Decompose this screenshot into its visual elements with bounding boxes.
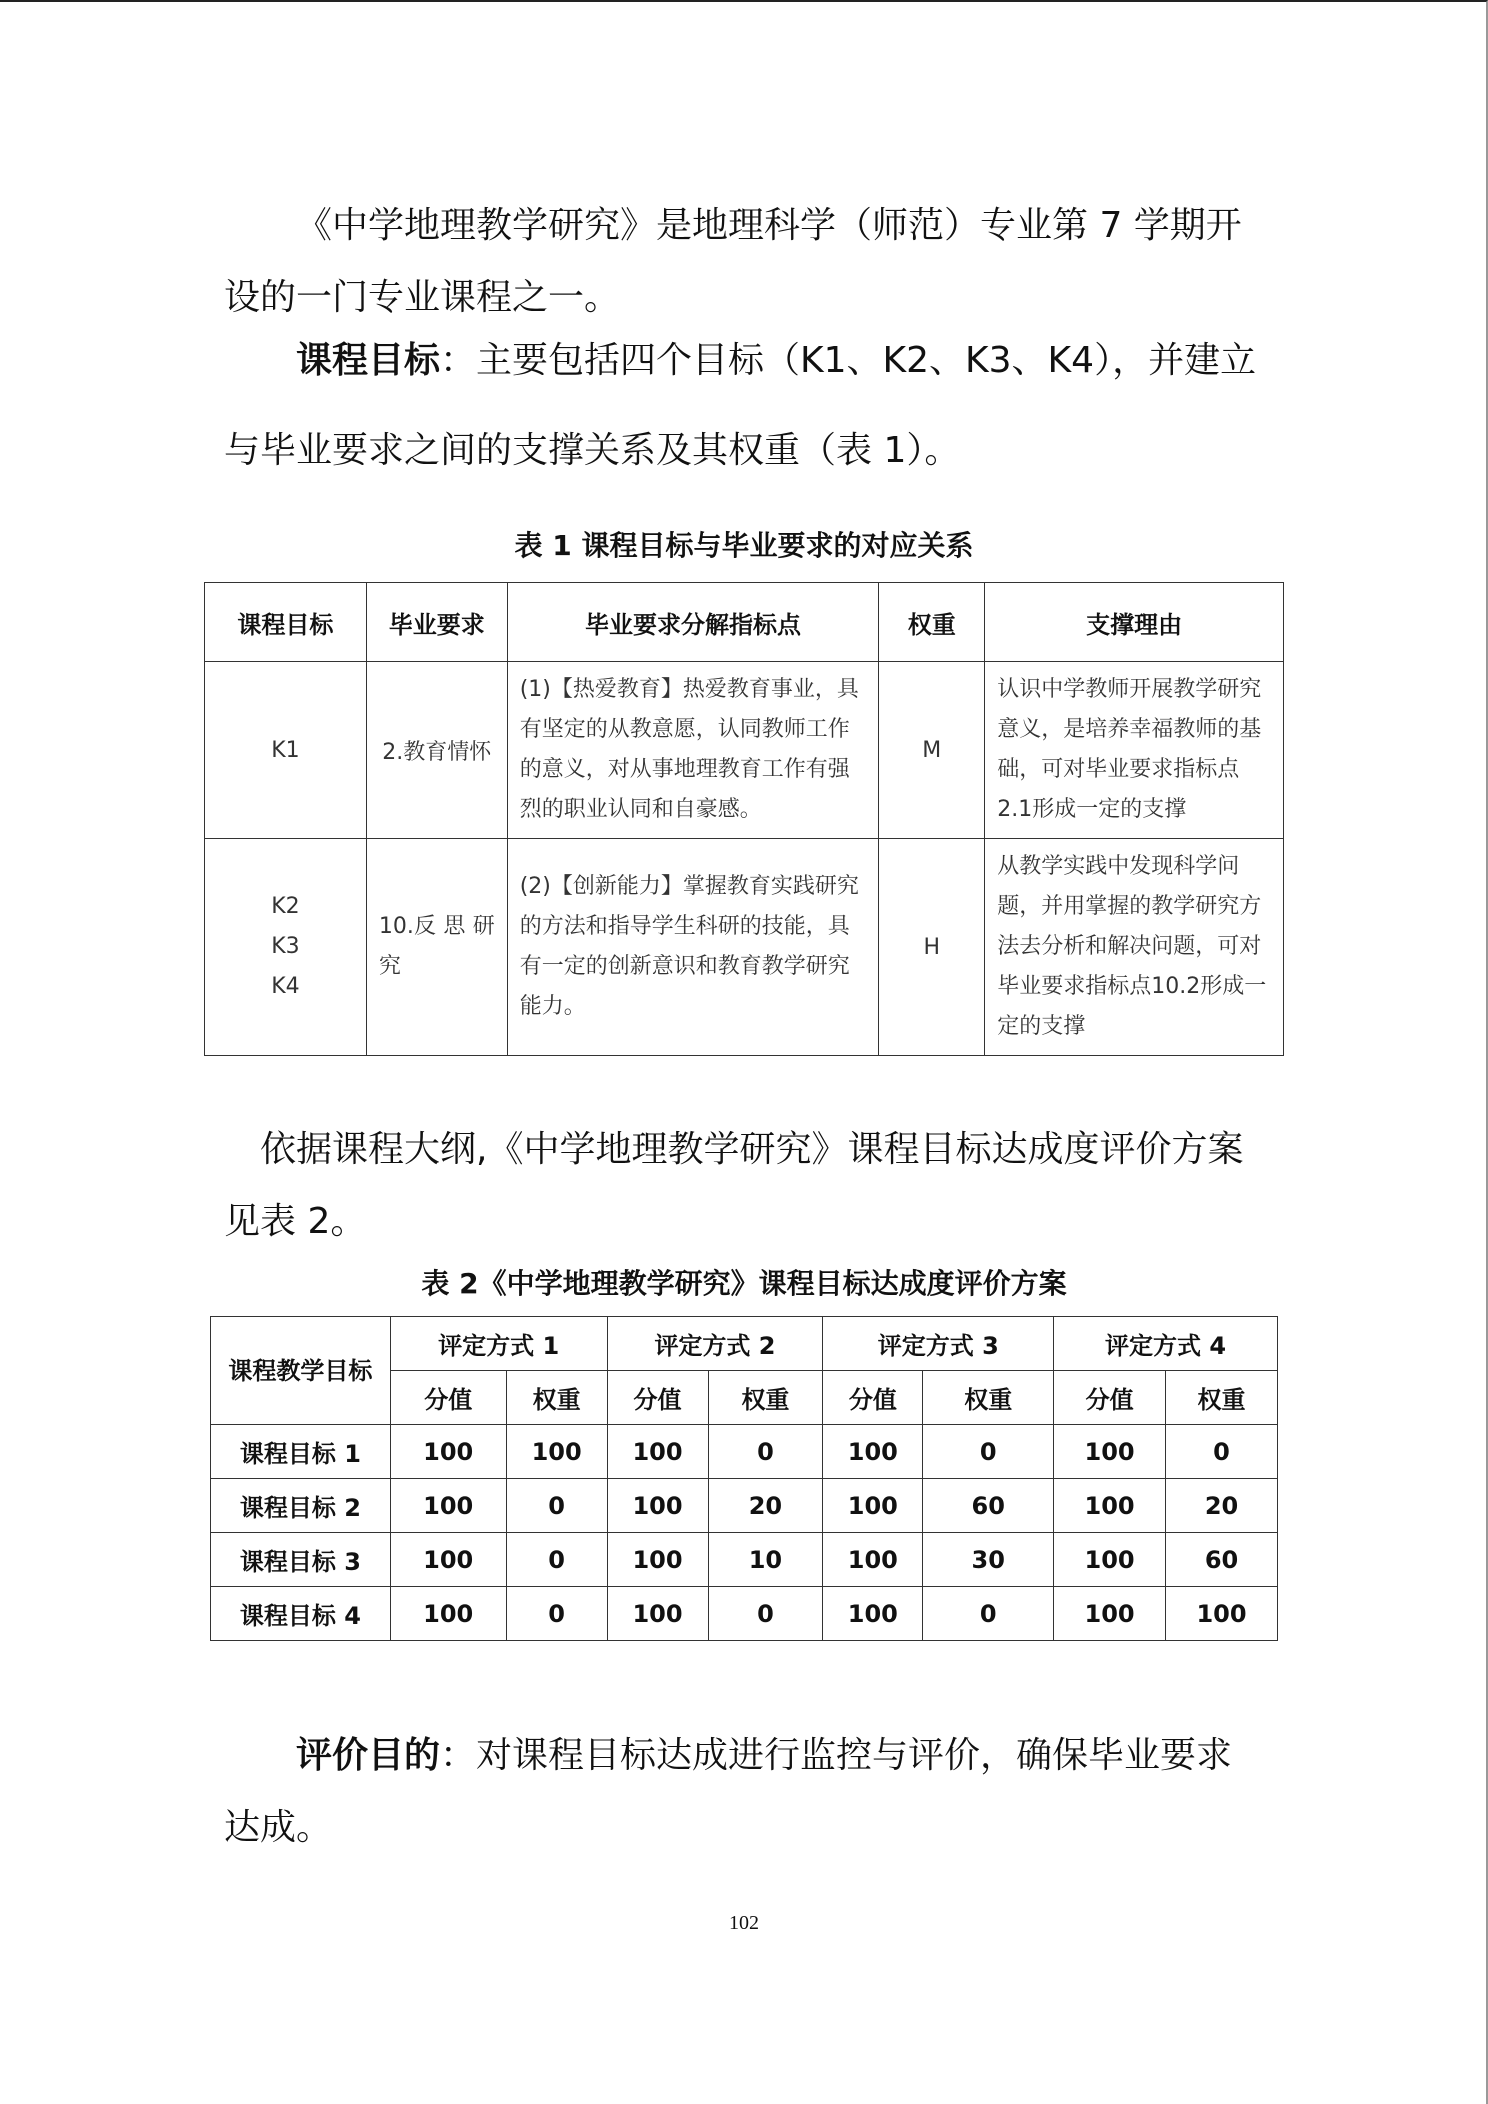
weight-cell: H (879, 839, 985, 1056)
goal-line: K2 (271, 894, 300, 919)
score-subheader: 分值 (390, 1371, 506, 1425)
value-cell: 100 (607, 1587, 708, 1641)
row-label: 课程目标 1 (211, 1425, 391, 1479)
goal-line: K4 (271, 974, 300, 999)
weight-subheader: 权重 (708, 1371, 823, 1425)
value-cell: 30 (923, 1533, 1054, 1587)
table-header-row (205, 583, 1284, 662)
method-header: 评定方式 2 (607, 1317, 823, 1371)
table-row (211, 1587, 1278, 1641)
purpose-text: ：对课程目标达成进行监控与评价，确保毕业要求达成。 (224, 1735, 1233, 1848)
table-row (205, 662, 1284, 839)
corner-header: 课程教学目标 (211, 1317, 391, 1425)
score-subheader: 分值 (607, 1371, 708, 1425)
reason-cell: 认识中学教师开展教学研究意义，是培养幸福教师的基础，可对毕业要求指标点2.1形成一定的支撑 (985, 662, 1284, 839)
method-header: 评定方式 4 (1054, 1317, 1278, 1371)
header-cell: 毕业要求分解指标点 (507, 583, 879, 662)
row-label: 课程目标 2 (211, 1479, 391, 1533)
header-cell: 权重 (879, 583, 985, 662)
weight-cell: M (879, 662, 985, 839)
goal-line: K3 (271, 934, 300, 959)
method-header: 评定方式 1 (390, 1317, 607, 1371)
table-row (211, 1425, 1278, 1479)
value-cell: 0 (506, 1533, 607, 1587)
goals-text: ：主要包括四个目标（K1、K2、K3、K4），并建立与毕业要求之间的支撑关系及其权重（表 1）。 (224, 340, 1257, 471)
value-cell: 100 (390, 1425, 506, 1479)
value-cell: 100 (1166, 1587, 1278, 1641)
indicator-cell: (1)【热爱教育】热爱教育事业，具有坚定的从教意愿，认同教师工作的意义，对从事地理教育工作有强烈的职业认同和自豪感。 (507, 662, 879, 839)
page-number: 102 (729, 1912, 759, 1934)
value-cell: 100 (823, 1533, 923, 1587)
intro-paragraph: 《中学地理教学研究》是地理科学（师范）专业第 7 学期开设的一门专业课程之一。 (224, 205, 1242, 318)
value-cell: 10 (708, 1533, 823, 1587)
evaluation-scheme-table (210, 1316, 1278, 1641)
weight-subheader: 权重 (1166, 1371, 1278, 1425)
value-cell: 100 (506, 1425, 607, 1479)
value-cell: 100 (823, 1479, 923, 1533)
value-cell: 100 (1054, 1425, 1166, 1479)
value-cell: 100 (390, 1533, 506, 1587)
goals-paragraph (224, 316, 1264, 496)
table-row (211, 1533, 1278, 1587)
weight-subheader: 权重 (506, 1371, 607, 1425)
value-cell: 0 (506, 1587, 607, 1641)
goal-cell: K1 (205, 662, 367, 839)
method-header: 评定方式 3 (823, 1317, 1054, 1371)
header-cell: 课程目标 (205, 583, 367, 662)
row-label: 课程目标 4 (211, 1587, 391, 1641)
value-cell: 100 (390, 1479, 506, 1533)
reason-cell: 从教学实践中发现科学问题，并用掌握的教学研究方法去分析和解决问题，可对毕业要求指标点10.2形成一定的支撑 (985, 839, 1284, 1056)
value-cell: 100 (607, 1425, 708, 1479)
basis-paragraph: 依据课程大纲,《中学地理教学研究》课程目标达成度评价方案见表 2。 (224, 1129, 1244, 1242)
score-subheader: 分值 (1054, 1371, 1166, 1425)
table2-caption: 表 2《中学地理教学研究》课程目标达成度评价方案 (421, 1267, 1067, 1300)
value-cell: 60 (923, 1479, 1054, 1533)
table-header-row (211, 1317, 1278, 1371)
weight-subheader: 权重 (923, 1371, 1054, 1425)
requirement-cell: 2.教育情怀 (366, 662, 507, 839)
value-cell: 0 (923, 1587, 1054, 1641)
purpose-paragraph (224, 1720, 1264, 1864)
value-cell: 100 (607, 1533, 708, 1587)
value-cell: 20 (1166, 1479, 1278, 1533)
requirement-cell: 10.反 思 研究 (366, 839, 507, 1056)
value-cell: 20 (708, 1479, 823, 1533)
value-cell: 100 (1054, 1533, 1166, 1587)
table-row (205, 839, 1284, 1056)
header-cell: 支撑理由 (985, 583, 1284, 662)
value-cell: 0 (708, 1425, 823, 1479)
goal-requirement-table (204, 582, 1284, 1056)
score-subheader: 分值 (823, 1371, 923, 1425)
table-row (211, 1479, 1278, 1533)
value-cell: 100 (823, 1587, 923, 1641)
goals-label: 课程目标 (296, 340, 441, 381)
value-cell: 60 (1166, 1533, 1278, 1587)
indicator-cell: (2)【创新能力】掌握教育实践研究的方法和指导学生科研的技能，具有一定的创新意识和教育教学研究能力。 (507, 839, 879, 1056)
purpose-label: 评价目的 (296, 1735, 441, 1776)
row-label: 课程目标 3 (211, 1533, 391, 1587)
value-cell: 100 (1054, 1587, 1166, 1641)
value-cell: 100 (390, 1587, 506, 1641)
value-cell: 0 (506, 1479, 607, 1533)
value-cell: 0 (1166, 1425, 1278, 1479)
value-cell: 0 (923, 1425, 1054, 1479)
value-cell: 100 (607, 1479, 708, 1533)
value-cell: 100 (823, 1425, 923, 1479)
table1-caption: 表 1 课程目标与毕业要求的对应关系 (514, 529, 974, 562)
value-cell: 100 (1054, 1479, 1166, 1533)
header-cell: 毕业要求 (366, 583, 507, 662)
goal-cell (205, 839, 367, 1056)
value-cell: 0 (708, 1587, 823, 1641)
